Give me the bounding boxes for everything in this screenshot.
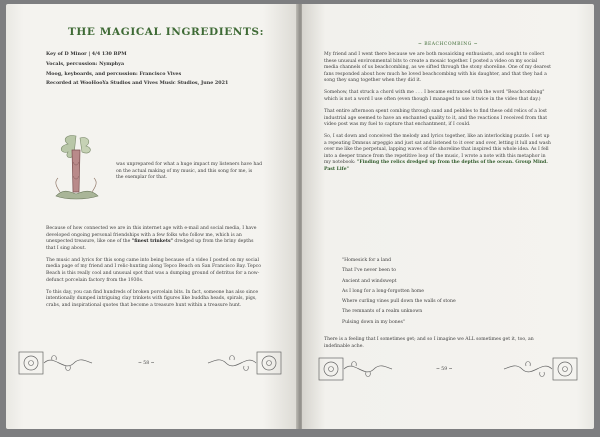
right-body — [324, 52, 552, 179]
left-body — [46, 226, 264, 315]
lyric-line: Where curling vines pull down the walls of stone — [342, 299, 456, 305]
credit-line: Vocals, percussion: Nymphya — [46, 60, 125, 67]
paragraph: My friend and I went there because we are both mosaicking enthusiasts, and sought to collect these unusual environmental bits to create a mosaic together. I posted a video on my social media channels of us beachcombing, as we sifted through the stony shoreline. One of my dearest fans responded about how much he loved beachcombing with his daughter, and that they had a song they sang together when they did it. — [324, 52, 551, 84]
paragraph: The music and lyrics for this song came into being because of a video I posted on my social media page of my friend and I relic-hunting along Tepco Beach on San Francisco Bay. Tepco Beach is this really cool and unusual spot that was a dumping ground of detritus for a now-defunct porcelain factory from the 1930s. — [46, 257, 261, 283]
paragraph: Somehow, that struck a chord with me . . . I became entranced with the word "Beachcombing" which is not a word I use often (even though I managed to use it twice in the video that day.) — [324, 90, 545, 102]
lyric-line: The remnants of a realm unknown — [342, 309, 423, 315]
page-number-right: ~ 59 ~ — [436, 367, 453, 372]
chapter-title: THE MAGICAL INGREDIENTS: — [68, 26, 265, 38]
paragraph: There is a feeling that I sometimes get; and so I imagine we ALL sometimes get it, too, an indefinable ache. — [324, 337, 534, 349]
lyric-line: Pulsing down in my bones" — [342, 319, 405, 325]
right-page — [302, 4, 594, 429]
notebook-quote: "Finding the relics dredged up from the depths of the ocean. Group Mind. Past Life" — [324, 160, 548, 173]
running-head: ~ BEACHCOMBING ~ — [418, 42, 478, 47]
floral-ornament-right — [202, 348, 284, 378]
lyric-line: As I long for a long-forgotten home — [342, 288, 425, 294]
right-closing — [324, 337, 552, 356]
credit-line: Key of D Minor | 4/4 130 BPM — [46, 51, 127, 57]
lyric-line: That I've never been to — [342, 268, 396, 274]
paragraph: So, I sat down and conceived the melody and lyrics together, like an interlocking puzzle. I set up a repeating Dmnsus arpeggio and just sat and listened to it over and over, letting it lull and wash over me like the perpetual, lapping waves of the shoreline that inspired this whole idea. As I fell into a deeper trance from the repetitive loop of the music, I wrote a note with this metaphor in my notebook: "Finding the relics dredged up from the depths of the ocean. Group Mind. Past Life" — [324, 134, 551, 173]
paragraph: Because of how connected we are in this internet age with e-mail and social media, I have developed ongoing personal friendships with a few folks who follow me, which is an unexpected treasure, like one of the "finest trinkets" dredged up from the briny depths that I sing about. — [46, 226, 257, 251]
credit-line: Moog, keyboards, and percussion: Francisco Vives — [46, 70, 182, 77]
intro-text — [116, 162, 281, 182]
floral-ornament-left — [316, 354, 398, 384]
intro-line: on the actual making of my music, and this song for me, is — [116, 168, 253, 174]
paragraph: That entire afternoon spent combing through sand and pebbles to find these odd relics of a lost industrial age seemed to have an enchanted quality to it, and the reactions I received from that video post was my fuel to capture that enchantment, if I could. — [324, 108, 548, 128]
dropcap-illustration — [46, 132, 106, 204]
floral-ornament-left — [16, 348, 98, 378]
intro-line: was unprepared for what a huge impact my listeners have had — [116, 162, 263, 167]
credit-line: Recorded at WooHooYa Studios and Vives Music Studios, June 2021 — [46, 80, 229, 87]
lyric-line: Ancient and windswept — [342, 278, 397, 284]
song-credits — [46, 50, 228, 89]
left-page — [6, 4, 298, 429]
lyrics-poem — [342, 256, 456, 328]
dropcap-letter: I — [68, 146, 84, 192]
page-number-left: ~ 58 ~ — [138, 361, 155, 366]
lyric-line: "Homesick for a land — [342, 258, 392, 263]
book-spread — [6, 4, 594, 433]
highlight-quote: "finest trinkets" — [131, 239, 173, 245]
paragraph: To this day, you can find hundreds of broken porcelain bits. In fact, someone has also since intentionally dumped intriguing clay trinkets with figures like buddha heads, spirals, pigs, crabs, and inspirational quotes that become a treasure hunt within a treasure hunt. — [46, 289, 259, 308]
intro-line: the exemplar for that. — [116, 175, 168, 181]
floral-ornament-right — [498, 354, 580, 384]
